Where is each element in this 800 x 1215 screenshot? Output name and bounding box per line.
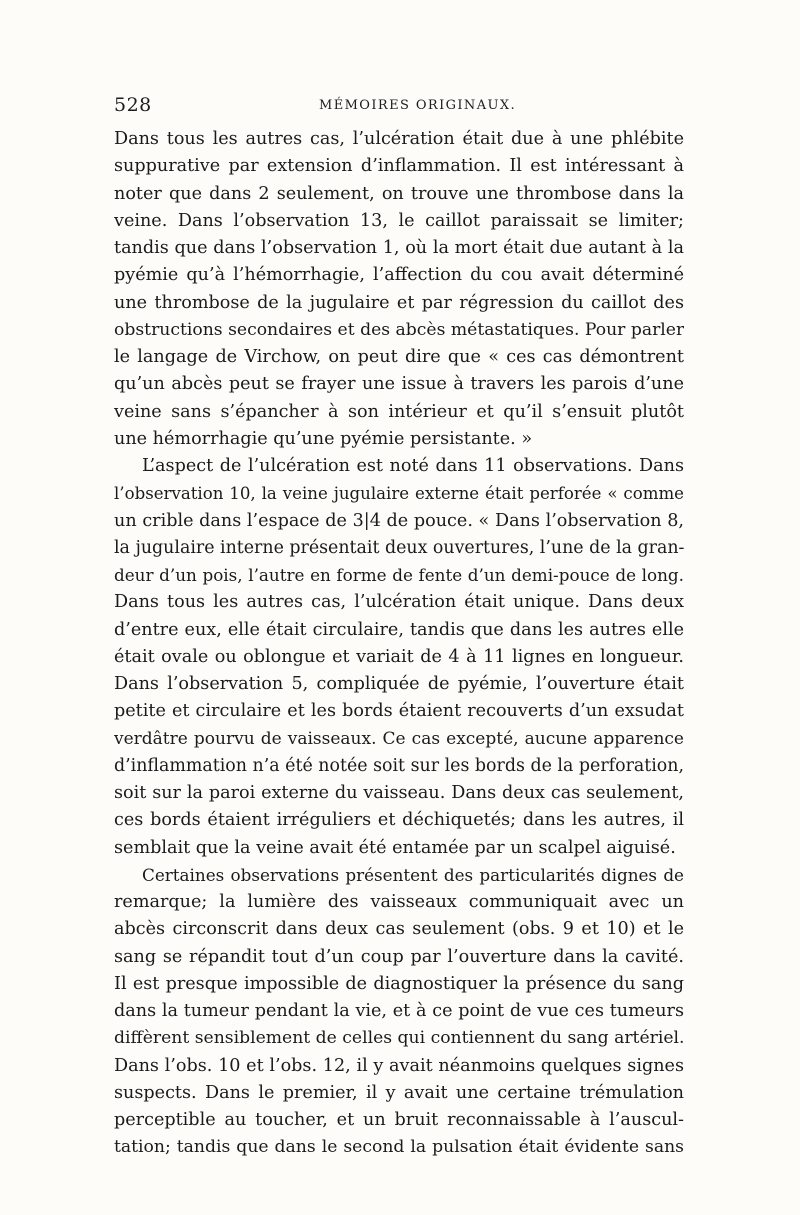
- text-line: remarque; la lumière des vaisseaux communiquait avec un: [114, 892, 684, 912]
- text-line: verdâtre pourvu de vaisseaux. Ce cas excepté, aucune apparence: [114, 728, 684, 749]
- text-line: petite et circulaire et les bords étaient recouverts d’un exsudat: [114, 701, 684, 722]
- text-line: d’entre eux, elle était circulaire, tandis que dans les autres elle: [114, 619, 684, 640]
- text-line: Il est presque impossible de diagnostiquer la présence du sang: [114, 973, 684, 994]
- text-line: la jugulaire interne présentait deux ouvertures, l’une de la gran-: [114, 537, 684, 558]
- text-line: soit sur la paroi externe du vaisseau. Dans deux cas seulement,: [114, 783, 684, 803]
- text-line: deur d’un pois, l’autre en forme de fente d’un demi-pouce de long.: [114, 565, 684, 585]
- text-line: ces bords étaient irréguliers et déchiquetés; dans les autres, il: [114, 810, 684, 831]
- text-line: Dans tous les autres cas, l’ulcération était unique. Dans deux: [114, 592, 684, 613]
- text-line: qu’un abcès peut se frayer une issue à travers les parois d’une: [114, 374, 684, 395]
- text-line: suppurative par extension d’inflammation. Il est intéressant à: [114, 156, 684, 177]
- text-line: Dans l’observation 5, compliquée de pyémie, l’ouverture était: [114, 674, 684, 694]
- text-line: une thrombose de la jugulaire et par régression du caillot des: [114, 292, 684, 313]
- text-line: Dans tous les autres cas, l’ulcération était due à une phlébite: [114, 129, 684, 149]
- text-line: obstructions secondaires et des abcès métastatiques. Pour parler: [114, 319, 684, 340]
- text-line: tation; tandis que dans le second la pulsation était évidente sans: [114, 1137, 684, 1158]
- paragraph-end-line: semblait que la veine avait été entamée par un scalpel aiguisé.: [114, 837, 676, 858]
- paragraph-end-line: une hémorrhagie qu’une pyémie persistante. »: [114, 428, 533, 449]
- text-line: dans la tumeur pendant la vie, et à ce point de vue ces tumeurs: [114, 1001, 684, 1021]
- page-header: [114, 94, 684, 120]
- text-line: veine. Dans l’observation 13, le caillot paraissait se limiter;: [114, 210, 684, 231]
- text-line: abcès circonscrit dans deux cas seulement (obs. 9 et 10) et le: [114, 919, 684, 940]
- text-line: suspects. Dans le premier, il y avait une certaine trémulation: [114, 1082, 684, 1103]
- page-number: 528: [114, 94, 152, 116]
- text-line: le langage de Virchow, on peut dire que « ces cas démontrent: [114, 347, 684, 367]
- text-line: l’observation 10, la veine jugulaire externe était perforée « comme: [114, 484, 684, 504]
- text-line: veine sans s’épancher à son intérieur et qu’il s’ensuit plutôt: [114, 401, 684, 422]
- body-text: [114, 126, 684, 1162]
- text-line: un crible dans l’espace de 3|4 de pouce. « Dans l’observation 8,: [114, 510, 684, 531]
- text-line: sang se répandit tout d’un coup par l’ouverture dans la cavité.: [114, 946, 684, 967]
- text-line: d’inflammation n’a été notée soit sur les bords de la perforation,: [114, 755, 684, 776]
- text-line: noter que dans 2 seulement, on trouve une thrombose dans la: [114, 183, 684, 204]
- running-head: MÉMOIRES ORIGINAUX.: [319, 98, 517, 113]
- text-line: Dans l’obs. 10 et l’obs. 12, il y avait néanmoins quelques signes: [114, 1055, 684, 1076]
- text-line: perceptible au toucher, et un bruit reconnaissable à l’auscul-: [114, 1110, 684, 1130]
- paragraph-first-line: Certaines observations présentent des particularités dignes de: [142, 864, 684, 885]
- text-line: était ovale ou oblongue et variait de 4 à 11 lignes en longueur.: [114, 646, 684, 667]
- paragraph-first-line: L’aspect de l’ulcération est noté dans 11 observations. Dans: [142, 456, 684, 476]
- text-line: diffèrent sensiblement de celles qui contiennent du sang artériel.: [114, 1028, 684, 1049]
- text-line: tandis que dans l’observation 1, où la mort était due autant à la: [114, 238, 684, 258]
- text-line: pyémie qu’à l’hémorrhagie, l’affection du cou avait déterminé: [114, 265, 684, 286]
